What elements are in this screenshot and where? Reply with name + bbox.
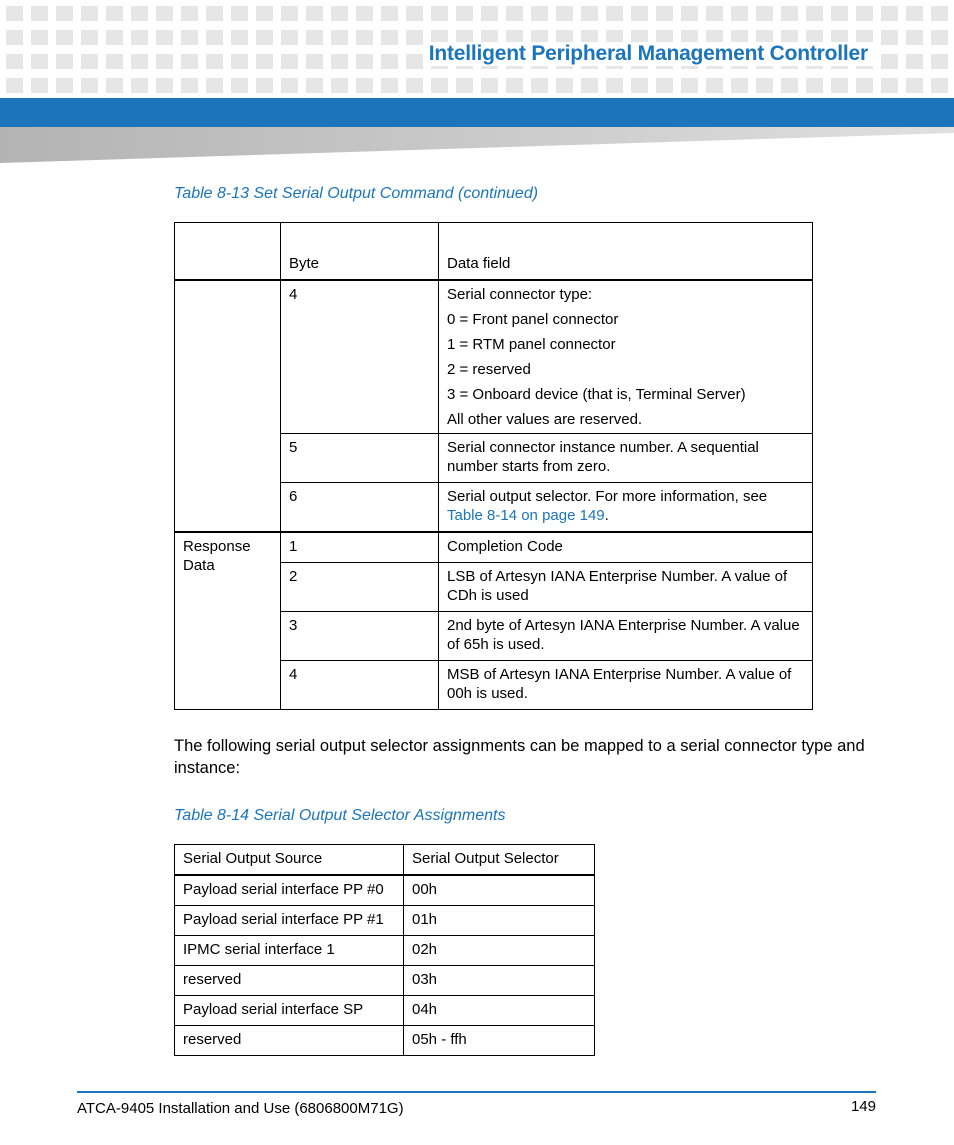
table-header-byte: Byte bbox=[281, 223, 439, 281]
pattern-square bbox=[81, 6, 98, 21]
table-header-row bbox=[175, 845, 595, 876]
pattern-square bbox=[756, 78, 773, 93]
data-line: Serial connector type: bbox=[447, 286, 593, 303]
data-text: Serial output selector. For more information, see bbox=[447, 488, 768, 505]
table-row bbox=[175, 1026, 595, 1056]
pattern-square bbox=[256, 78, 273, 93]
table-row bbox=[175, 875, 595, 906]
pattern-square bbox=[931, 78, 948, 93]
byte-cell: 3 bbox=[281, 612, 439, 661]
pattern-square bbox=[856, 78, 873, 93]
source-cell: Payload serial interface SP bbox=[175, 996, 404, 1026]
pattern-square bbox=[6, 78, 23, 93]
pattern-square bbox=[31, 6, 48, 21]
pattern-square bbox=[881, 30, 898, 45]
pattern-square bbox=[381, 78, 398, 93]
data-field-cell: LSB of Artesyn IANA Enterprise Number. A value of CDh is used bbox=[439, 563, 813, 612]
pattern-square bbox=[6, 30, 23, 45]
data-field-cell: MSB of Artesyn IANA Enterprise Number. A value of 00h is used. bbox=[439, 661, 813, 710]
pattern-square bbox=[656, 6, 673, 21]
table-header-row bbox=[175, 223, 813, 281]
pattern-square bbox=[481, 78, 498, 93]
pattern-square bbox=[906, 30, 923, 45]
pattern-square bbox=[531, 78, 548, 93]
table-row bbox=[175, 936, 595, 966]
pattern-square bbox=[181, 54, 198, 69]
pattern-square bbox=[106, 30, 123, 45]
data-field-cell bbox=[439, 483, 813, 533]
data-line: 0 = Front panel connector bbox=[447, 311, 619, 328]
pattern-square bbox=[431, 6, 448, 21]
source-cell: reserved bbox=[175, 966, 404, 996]
pattern-square bbox=[281, 30, 298, 45]
pattern-square bbox=[331, 78, 348, 93]
pattern-square bbox=[806, 78, 823, 93]
pattern-square bbox=[381, 6, 398, 21]
pattern-square bbox=[556, 6, 573, 21]
pattern-square bbox=[206, 54, 223, 69]
pattern-square bbox=[256, 54, 273, 69]
pattern-square bbox=[931, 54, 948, 69]
pattern-square bbox=[81, 30, 98, 45]
pattern-square bbox=[406, 30, 423, 45]
table-13-caption: Table 8-13 Set Serial Output Command (continued) bbox=[174, 185, 539, 202]
pattern-square bbox=[831, 78, 848, 93]
pattern-square bbox=[181, 78, 198, 93]
source-cell: Payload serial interface PP #0 bbox=[175, 875, 404, 906]
pattern-square bbox=[431, 78, 448, 93]
table-header-source: Serial Output Source bbox=[175, 845, 404, 876]
pattern-square bbox=[581, 6, 598, 21]
byte-cell: 5 bbox=[281, 434, 439, 483]
table-row bbox=[175, 996, 595, 1026]
data-line: 3 = Onboard device (that is, Terminal Server) bbox=[447, 386, 746, 403]
serial-output-selector-table bbox=[174, 844, 595, 1056]
pattern-square bbox=[731, 6, 748, 21]
pattern-square bbox=[331, 30, 348, 45]
byte-cell: 4 bbox=[281, 661, 439, 710]
byte-cell: 4 bbox=[281, 280, 439, 434]
pattern-square bbox=[31, 54, 48, 69]
pattern-square bbox=[206, 78, 223, 93]
selector-cell: 02h bbox=[404, 936, 595, 966]
pattern-square bbox=[656, 78, 673, 93]
request-label-cell bbox=[175, 280, 281, 532]
pattern-square bbox=[181, 30, 198, 45]
data-suffix: . bbox=[604, 507, 609, 524]
pattern-square bbox=[906, 78, 923, 93]
pattern-square bbox=[731, 78, 748, 93]
pattern-square bbox=[231, 78, 248, 93]
selector-cell: 04h bbox=[404, 996, 595, 1026]
byte-cell: 6 bbox=[281, 483, 439, 533]
table-8-14-link[interactable]: Table 8-14 on page 149 bbox=[447, 507, 605, 524]
pattern-square bbox=[406, 54, 423, 69]
pattern-square bbox=[206, 30, 223, 45]
source-cell: Payload serial interface PP #1 bbox=[175, 906, 404, 936]
pattern-square bbox=[406, 78, 423, 93]
pattern-square bbox=[581, 78, 598, 93]
data-field-cell bbox=[439, 280, 813, 434]
selector-cell: 03h bbox=[404, 966, 595, 996]
pattern-square bbox=[81, 54, 98, 69]
data-field-cell: Serial connector instance number. A sequential number starts from zero. bbox=[439, 434, 813, 483]
data-line: All other values are reserved. bbox=[447, 411, 643, 428]
pattern-square bbox=[156, 6, 173, 21]
pattern-square bbox=[106, 6, 123, 21]
pattern-square bbox=[181, 6, 198, 21]
pattern-square bbox=[831, 6, 848, 21]
pattern-square bbox=[906, 54, 923, 69]
source-cell: reserved bbox=[175, 1026, 404, 1056]
pattern-square bbox=[681, 6, 698, 21]
pattern-square bbox=[531, 6, 548, 21]
pattern-square bbox=[931, 30, 948, 45]
pattern-square bbox=[131, 6, 148, 21]
pattern-square bbox=[6, 6, 23, 21]
pattern-square bbox=[806, 6, 823, 21]
pattern-square bbox=[681, 78, 698, 93]
set-serial-output-table bbox=[174, 222, 813, 710]
pattern-square bbox=[456, 78, 473, 93]
pattern-square bbox=[106, 54, 123, 69]
table-14-caption: Table 8-14 Serial Output Selector Assignments bbox=[174, 807, 506, 824]
pattern-square bbox=[606, 6, 623, 21]
pattern-square bbox=[306, 78, 323, 93]
response-data-label: Response Data bbox=[175, 532, 281, 710]
selector-cell: 01h bbox=[404, 906, 595, 936]
pattern-square bbox=[56, 54, 73, 69]
pattern-square bbox=[781, 6, 798, 21]
table-row bbox=[175, 906, 595, 936]
pattern-square bbox=[406, 6, 423, 21]
selector-cell: 05h - ffh bbox=[404, 1026, 595, 1056]
pattern-square bbox=[281, 54, 298, 69]
table-header-data-field: Data field bbox=[439, 223, 813, 281]
pattern-square bbox=[781, 78, 798, 93]
byte-cell: 2 bbox=[281, 563, 439, 612]
pattern-square bbox=[481, 6, 498, 21]
pattern-square bbox=[131, 54, 148, 69]
pattern-square bbox=[706, 6, 723, 21]
pattern-square bbox=[381, 30, 398, 45]
pattern-square bbox=[456, 6, 473, 21]
pattern-square bbox=[31, 30, 48, 45]
pattern-square bbox=[356, 54, 373, 69]
pattern-square bbox=[331, 6, 348, 21]
pattern-square bbox=[381, 54, 398, 69]
pattern-square bbox=[281, 78, 298, 93]
table-header-cell bbox=[175, 223, 281, 281]
table-header-selector: Serial Output Selector bbox=[404, 845, 595, 876]
pattern-square bbox=[356, 78, 373, 93]
pattern-square bbox=[306, 6, 323, 21]
source-cell: IPMC serial interface 1 bbox=[175, 936, 404, 966]
pattern-square bbox=[106, 78, 123, 93]
pattern-square bbox=[881, 6, 898, 21]
pattern-square bbox=[256, 30, 273, 45]
pattern-square bbox=[606, 78, 623, 93]
header-grey-swoosh bbox=[0, 127, 954, 167]
table-row bbox=[175, 532, 813, 563]
pattern-square bbox=[206, 6, 223, 21]
pattern-square bbox=[856, 6, 873, 21]
page-header-title: Intelligent Peripheral Management Controller bbox=[423, 42, 874, 66]
pattern-square bbox=[931, 6, 948, 21]
pattern-square bbox=[506, 6, 523, 21]
pattern-square bbox=[556, 78, 573, 93]
data-line: 2 = reserved bbox=[447, 361, 531, 378]
footer-document-title: ATCA-9405 Installation and Use (6806800M71G) bbox=[77, 1100, 404, 1117]
pattern-square bbox=[906, 6, 923, 21]
pattern-square bbox=[31, 78, 48, 93]
pattern-square bbox=[631, 6, 648, 21]
pattern-square bbox=[131, 30, 148, 45]
pattern-square bbox=[331, 54, 348, 69]
pattern-square bbox=[6, 54, 23, 69]
pattern-square bbox=[306, 30, 323, 45]
pattern-square bbox=[131, 78, 148, 93]
pattern-square bbox=[306, 54, 323, 69]
pattern-square bbox=[281, 6, 298, 21]
pattern-square bbox=[231, 6, 248, 21]
pattern-square bbox=[56, 78, 73, 93]
pattern-square bbox=[56, 30, 73, 45]
data-line: 1 = RTM panel connector bbox=[447, 336, 616, 353]
byte-cell: 1 bbox=[281, 532, 439, 563]
body-paragraph: The following serial output selector assignments can be mapped to a serial connector type and instance: bbox=[174, 737, 865, 777]
pattern-square bbox=[56, 6, 73, 21]
table-row bbox=[175, 966, 595, 996]
pattern-square bbox=[156, 54, 173, 69]
pattern-square bbox=[81, 78, 98, 93]
pattern-square bbox=[706, 78, 723, 93]
pattern-square bbox=[881, 78, 898, 93]
pattern-square bbox=[231, 54, 248, 69]
data-field-cell: Completion Code bbox=[439, 532, 813, 563]
footer-page-number: 149 bbox=[850, 1098, 876, 1115]
header-blue-bar bbox=[0, 98, 954, 127]
pattern-square bbox=[756, 6, 773, 21]
pattern-square bbox=[356, 6, 373, 21]
data-field-cell: 2nd byte of Artesyn IANA Enterprise Number. A value of 65h is used. bbox=[439, 612, 813, 661]
pattern-square bbox=[156, 30, 173, 45]
selector-cell: 00h bbox=[404, 875, 595, 906]
pattern-square bbox=[256, 6, 273, 21]
pattern-square bbox=[356, 30, 373, 45]
pattern-square bbox=[156, 78, 173, 93]
pattern-square bbox=[631, 78, 648, 93]
footer-rule bbox=[77, 1091, 876, 1093]
pattern-square bbox=[231, 30, 248, 45]
pattern-square bbox=[506, 78, 523, 93]
pattern-square bbox=[881, 54, 898, 69]
table-row bbox=[175, 280, 813, 434]
